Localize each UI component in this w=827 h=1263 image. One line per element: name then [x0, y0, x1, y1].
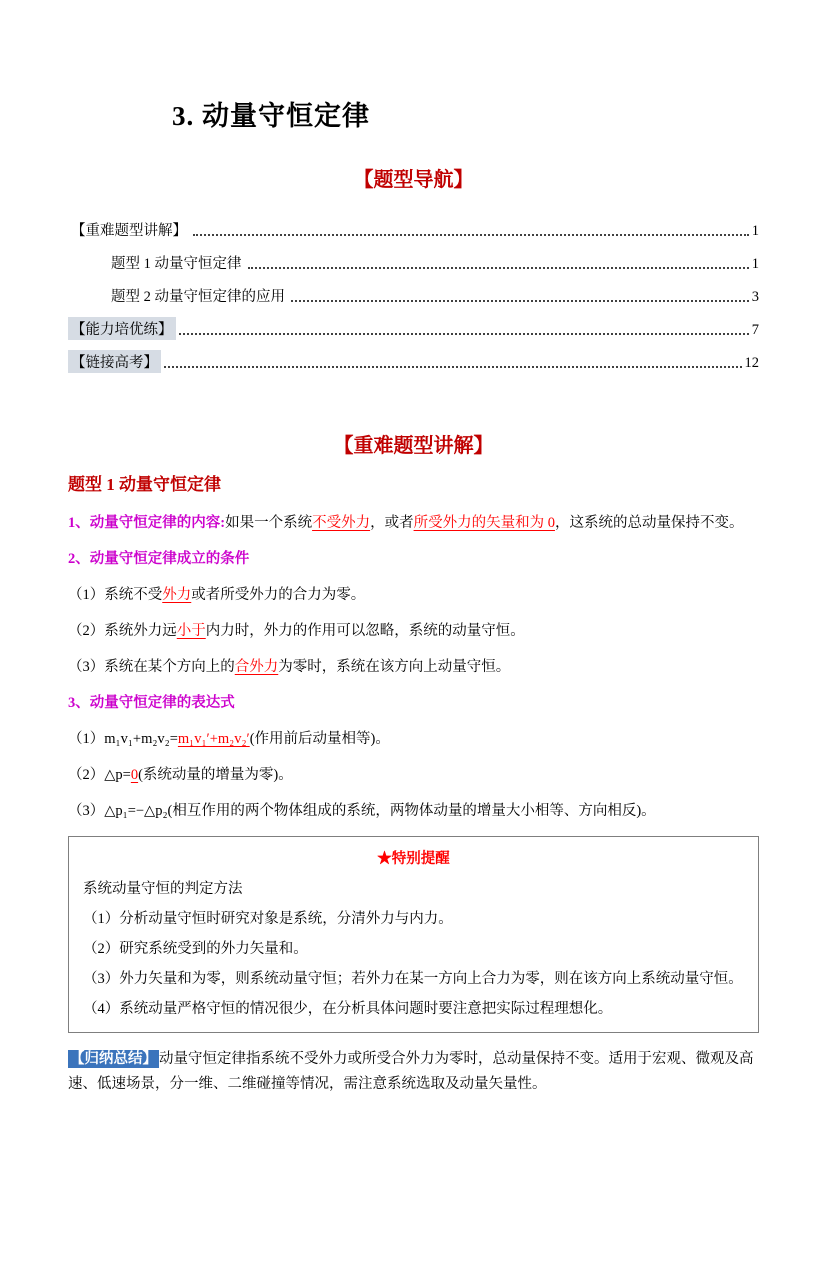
- summary-badge: 【归纳总结】: [70, 1051, 157, 1067]
- toc-page-number: 1: [751, 223, 759, 239]
- text-run-underlined: 不受外力: [312, 515, 371, 531]
- text-run: 为零时，系统在该方向上动量守恒。: [278, 659, 511, 675]
- para-lead-label: 1、动量守恒定律的内容:: [68, 515, 226, 531]
- toc-heading: 【题型导航】: [353, 169, 474, 191]
- toc-dot-leader: [248, 267, 749, 269]
- table-of-contents: [68, 208, 759, 373]
- toc-entry-label: 题型 1 动量守恒定律: [111, 256, 242, 272]
- expression-item-1: [68, 729, 759, 750]
- text-run: （3）系统在某个方向上的: [68, 659, 235, 675]
- text-run-underlined: 外力: [162, 587, 192, 603]
- toc-page-number: 3: [751, 289, 759, 305]
- toc-entry-label: 题型 2 动量守恒定律的应用: [111, 289, 285, 305]
- document-page: [0, 94, 827, 1263]
- summary-text: 动量守恒定律指系统不受外力或所受合外力为零时，总动量保持不变。适用于宏观、微观及高速、低速场景，分一维、二维碰撞等情况，需注意系统选取及动量矢量性。: [68, 1051, 754, 1092]
- toc-dot-leader: [179, 333, 749, 335]
- special-reminder-box: [68, 836, 759, 1033]
- para-law-content: [68, 513, 759, 534]
- special-reminder-title: ★特别提醒: [377, 851, 450, 867]
- text-run: (系统动量的增量为零)。: [138, 767, 293, 783]
- text-run-underlined: 所受外力的矢量和为 0: [413, 515, 555, 531]
- expression-item-3: （3）△p₁=−△p₂(相互作用的两个物体组成的系统，两物体动量的增量大小相等、方向相反)。: [68, 803, 656, 819]
- condition-item-3: [68, 657, 759, 678]
- toc-page-number: 12: [744, 355, 759, 371]
- text-run: （1）系统不受: [68, 587, 163, 603]
- summary-paragraph: [68, 1047, 759, 1097]
- toc-page-number: 1: [751, 256, 759, 272]
- toc-dot-leader: [164, 366, 742, 368]
- toc-entry-3[interactable]: [68, 274, 759, 307]
- toc-entry-1[interactable]: [68, 208, 759, 241]
- text-run-underlined: 小于: [176, 623, 206, 639]
- toc-dot-leader: [193, 234, 749, 236]
- expression-item-2: [68, 765, 759, 786]
- toc-page-number: 7: [751, 322, 759, 338]
- formula-run: （2）△p=: [68, 767, 131, 783]
- tip-line-4: （3）外力矢量和为零，则系统动量守恒；若外力在某一方向上合力为零，则在该方向上系统动量守恒。: [83, 971, 743, 987]
- toc-entry-label: 【能力培优练】: [68, 317, 176, 340]
- text-run: 如果一个系统: [225, 515, 313, 531]
- tip-line-5: （4）系统动量严格守恒的情况很少，在分析具体问题时要注意把实际过程理想化。: [83, 1001, 613, 1017]
- document-title: 3. 动量守恒定律: [172, 101, 370, 131]
- text-run: ，这系统的总动量保持不变。: [554, 515, 744, 531]
- topic1-heading: 题型 1 动量守恒定律: [68, 475, 221, 494]
- toc-entry-5[interactable]: [68, 340, 759, 373]
- heading-conditions: 2、动量守恒定律成立的条件: [68, 551, 250, 567]
- text-run-underlined: 合外力: [234, 659, 279, 675]
- tip-line-3: （2）研究系统受到的外力矢量和。: [83, 941, 308, 957]
- toc-entry-label: 【重难题型讲解】: [71, 223, 187, 239]
- formula-run-underlined: 0: [130, 767, 139, 783]
- formula-run: （1）m₁v₁+m₂v₂=: [68, 731, 178, 747]
- toc-entry-label: 【链接高考】: [68, 350, 161, 373]
- text-run: 或者所受外力的合力为零。: [191, 587, 366, 603]
- text-run: ，或者: [370, 515, 414, 531]
- condition-item-2: [68, 621, 759, 642]
- condition-item-1: [68, 585, 759, 606]
- heading-expressions: 3、动量守恒定律的表达式: [68, 695, 235, 711]
- text-run: 内力时，外力的作用可以忽略，系统的动量守恒。: [205, 623, 525, 639]
- tip-line-1: 系统动量守恒的判定方法: [83, 881, 243, 897]
- toc-entry-4[interactable]: [68, 307, 759, 340]
- text-run: (作用前后动量相等)。: [249, 731, 390, 747]
- section-heading-explain: 【重难题型讲解】: [333, 435, 494, 457]
- text-run: （2）系统外力远: [68, 623, 177, 639]
- toc-entry-2[interactable]: [68, 241, 759, 274]
- tip-line-2: （1）分析动量守恒时研究对象是系统，分清外力与内力。: [83, 911, 453, 927]
- formula-run-underlined: m₁v₁′+m₂v₂′: [177, 731, 250, 747]
- toc-dot-leader: [291, 300, 749, 302]
